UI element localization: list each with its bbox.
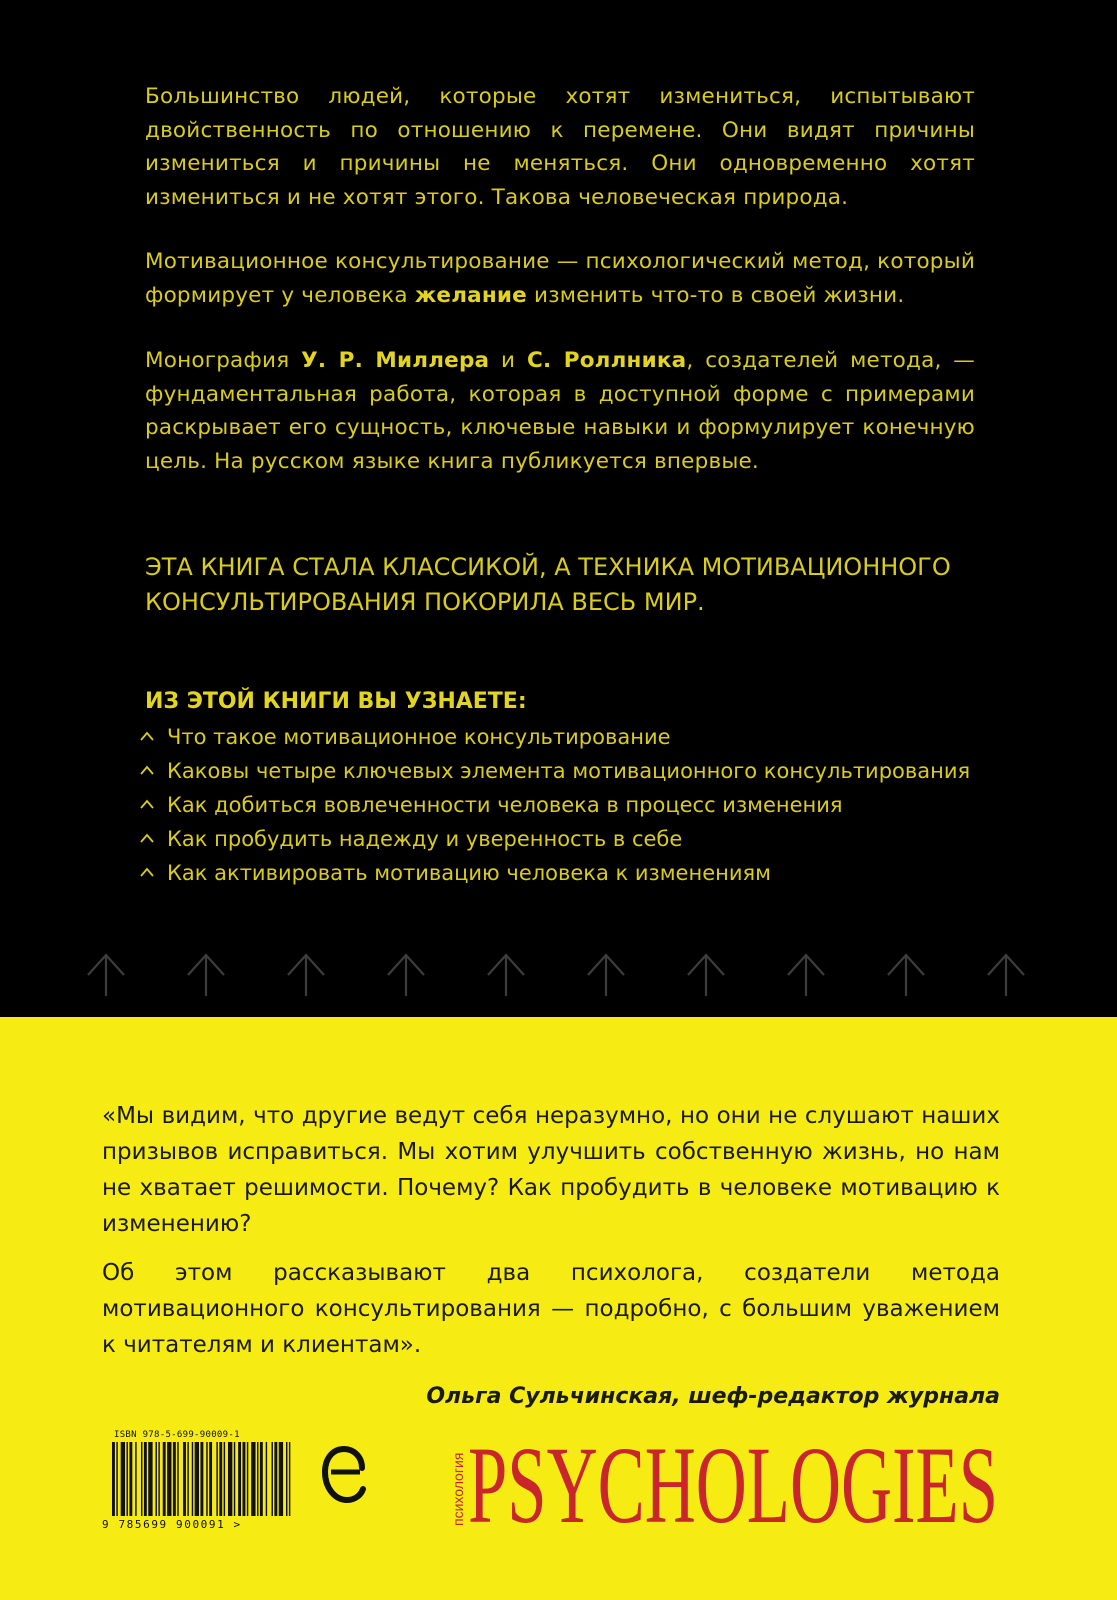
barcode-bar — [260, 1442, 263, 1516]
barcode-bar — [251, 1442, 255, 1516]
barcode-bar — [167, 1442, 171, 1516]
barcode-bar — [274, 1442, 277, 1516]
arrow-up-icon — [988, 955, 1024, 996]
barcode-bar — [156, 1442, 157, 1516]
p3-author-2: С. Роллника — [526, 348, 687, 373]
arrow-up-icon — [588, 955, 624, 996]
barcode-bar — [195, 1442, 199, 1516]
list-item-text: Как активировать мотивацию человека к изменениям — [167, 861, 771, 885]
quote-paragraph-2: Об этом рассказывают два психолога, создатели метода мотивационного консультирования — подробно, с большим уважением к читателям и клиентам». — [102, 1260, 1000, 1358]
logo-vertical-text: психология — [450, 1452, 466, 1526]
barcode-number: 9 785699 900091 > — [102, 1518, 242, 1531]
quote-signature: Ольга Сульчинская, шеф-редактор журнала — [426, 1384, 1000, 1409]
list-item-text: Как пробудить надежду и уверенность в себе — [167, 827, 683, 851]
barcode-bar — [266, 1442, 267, 1516]
barcode-bar — [209, 1442, 212, 1516]
list-item — [140, 856, 970, 890]
caret-up-icon — [140, 831, 154, 845]
list-item-text: Что такое мотивационное консультирование — [167, 725, 671, 749]
barcode-bar — [135, 1442, 136, 1516]
arrow-up-icon — [888, 955, 924, 996]
decorative-arrow-row — [86, 950, 1036, 1000]
arrow-up-icon — [788, 955, 824, 996]
barcode — [102, 1430, 302, 1530]
arrow-up-icon — [188, 955, 224, 996]
barcode-bar — [200, 1442, 203, 1516]
barcode-bar — [187, 1442, 188, 1516]
logo-wordmark: PSYCHOLOGIES — [468, 1430, 998, 1530]
description-paragraph-2 — [145, 245, 975, 312]
learn-title: ИЗ ЭТОЙ КНИГИ ВЫ УЗНАЕТЕ: — [145, 689, 527, 714]
p3-text-a: Монография — [145, 348, 302, 373]
barcode-bar — [228, 1442, 232, 1516]
arrow-up-icon — [488, 955, 524, 996]
barcode-bar — [219, 1442, 222, 1516]
barcode-bar — [216, 1442, 217, 1516]
barcode-bar — [286, 1442, 287, 1516]
barcode-bar — [129, 1442, 132, 1516]
list-item-text: Как добиться вовлеченности человека в процесс изменения — [167, 793, 843, 817]
barcode-bar — [238, 1442, 241, 1516]
barcode-bar — [272, 1442, 273, 1516]
caret-up-icon — [140, 797, 154, 811]
classic-statement — [145, 550, 985, 620]
caret-up-icon — [140, 865, 154, 879]
list-item — [140, 788, 970, 822]
barcode-bar — [192, 1442, 193, 1516]
arrow-up-icon — [388, 955, 424, 996]
isbn-text: ISBN 978-5-699-90009-1 — [114, 1430, 240, 1440]
barcode-bars — [110, 1442, 294, 1518]
barcode-bar — [279, 1442, 283, 1516]
description-paragraph-1: Большинство людей, которые хотят измениться, испытывают двойственность по отношению к перемене. Они видят причины измениться и причины не меняться. Они одновременно хотят измениться и не хотят этого. Такова человеческая природа. — [145, 84, 975, 210]
barcode-bar — [177, 1442, 178, 1516]
p3-author-1: У. Р. Миллера — [301, 348, 490, 373]
psychologies-logo — [448, 1430, 1000, 1530]
barcode-bar — [247, 1442, 248, 1516]
barcode-bar — [141, 1442, 142, 1516]
list-item — [140, 720, 970, 754]
barcode-bar — [116, 1442, 117, 1516]
publisher-logo-icon — [322, 1446, 366, 1504]
p3-text-b: и — [489, 348, 527, 373]
list-item — [140, 754, 970, 788]
barcode-bar — [163, 1442, 166, 1516]
barcode-bar — [289, 1442, 290, 1516]
caret-up-icon — [140, 763, 154, 777]
classic-line-2: КОНСУЛЬТИРОВАНИЯ ПОКОРИЛА ВЕСЬ МИР. — [145, 588, 705, 616]
p3-text-c: , создателей метода, — фундаментальная работа, которая в доступной форме с примерами раскрывает его сущность, ключевые навыки и формулирует конечную цель. На русском языке книга публикуется впервые. — [145, 348, 975, 474]
barcode-bar — [127, 1442, 128, 1516]
list-item-text: Каковы четыре ключевых элемента мотивационного консультирования — [167, 759, 971, 783]
classic-line-1: ЭТА КНИГА СТАЛА КЛАССИКОЙ, А ТЕХНИКА МОТИВАЦИОННОГО — [145, 553, 951, 581]
barcode-bar — [148, 1442, 152, 1516]
p2-text-after: изменить что-то в своей жизни. — [526, 282, 905, 308]
arrow-up-icon — [288, 955, 324, 996]
barcode-bar — [243, 1442, 246, 1516]
p2-text-before: Мотивационное консультирование — психологический метод, который формирует у человека — [145, 249, 975, 308]
barcode-bar — [234, 1442, 235, 1516]
quote-paragraph-1: «Мы видим, что другие ведут себя неразумно, но они не слушают наших призывов исправиться. Мы хотим улучшить собственную жизнь, но нам не хватает решимости. Почему? Как пробудить в человеке мотивацию к изменению? — [102, 1103, 1000, 1237]
barcode-bar — [144, 1442, 147, 1516]
barcode-bar — [224, 1442, 225, 1516]
barcode-bar — [121, 1442, 125, 1516]
barcode-bar — [173, 1442, 176, 1516]
p2-bold-word: желание — [414, 282, 527, 308]
barcode-bar — [206, 1442, 207, 1516]
list-item — [140, 822, 970, 856]
barcode-bar — [257, 1442, 258, 1516]
arrow-up-icon — [88, 955, 124, 996]
caret-up-icon — [140, 729, 154, 743]
learn-list — [140, 720, 970, 890]
description-paragraph-3 — [145, 344, 975, 478]
barcode-bar — [183, 1442, 186, 1516]
arrow-up-icon — [688, 955, 724, 996]
barcode-bar — [158, 1442, 159, 1516]
barcode-bar — [112, 1442, 115, 1516]
